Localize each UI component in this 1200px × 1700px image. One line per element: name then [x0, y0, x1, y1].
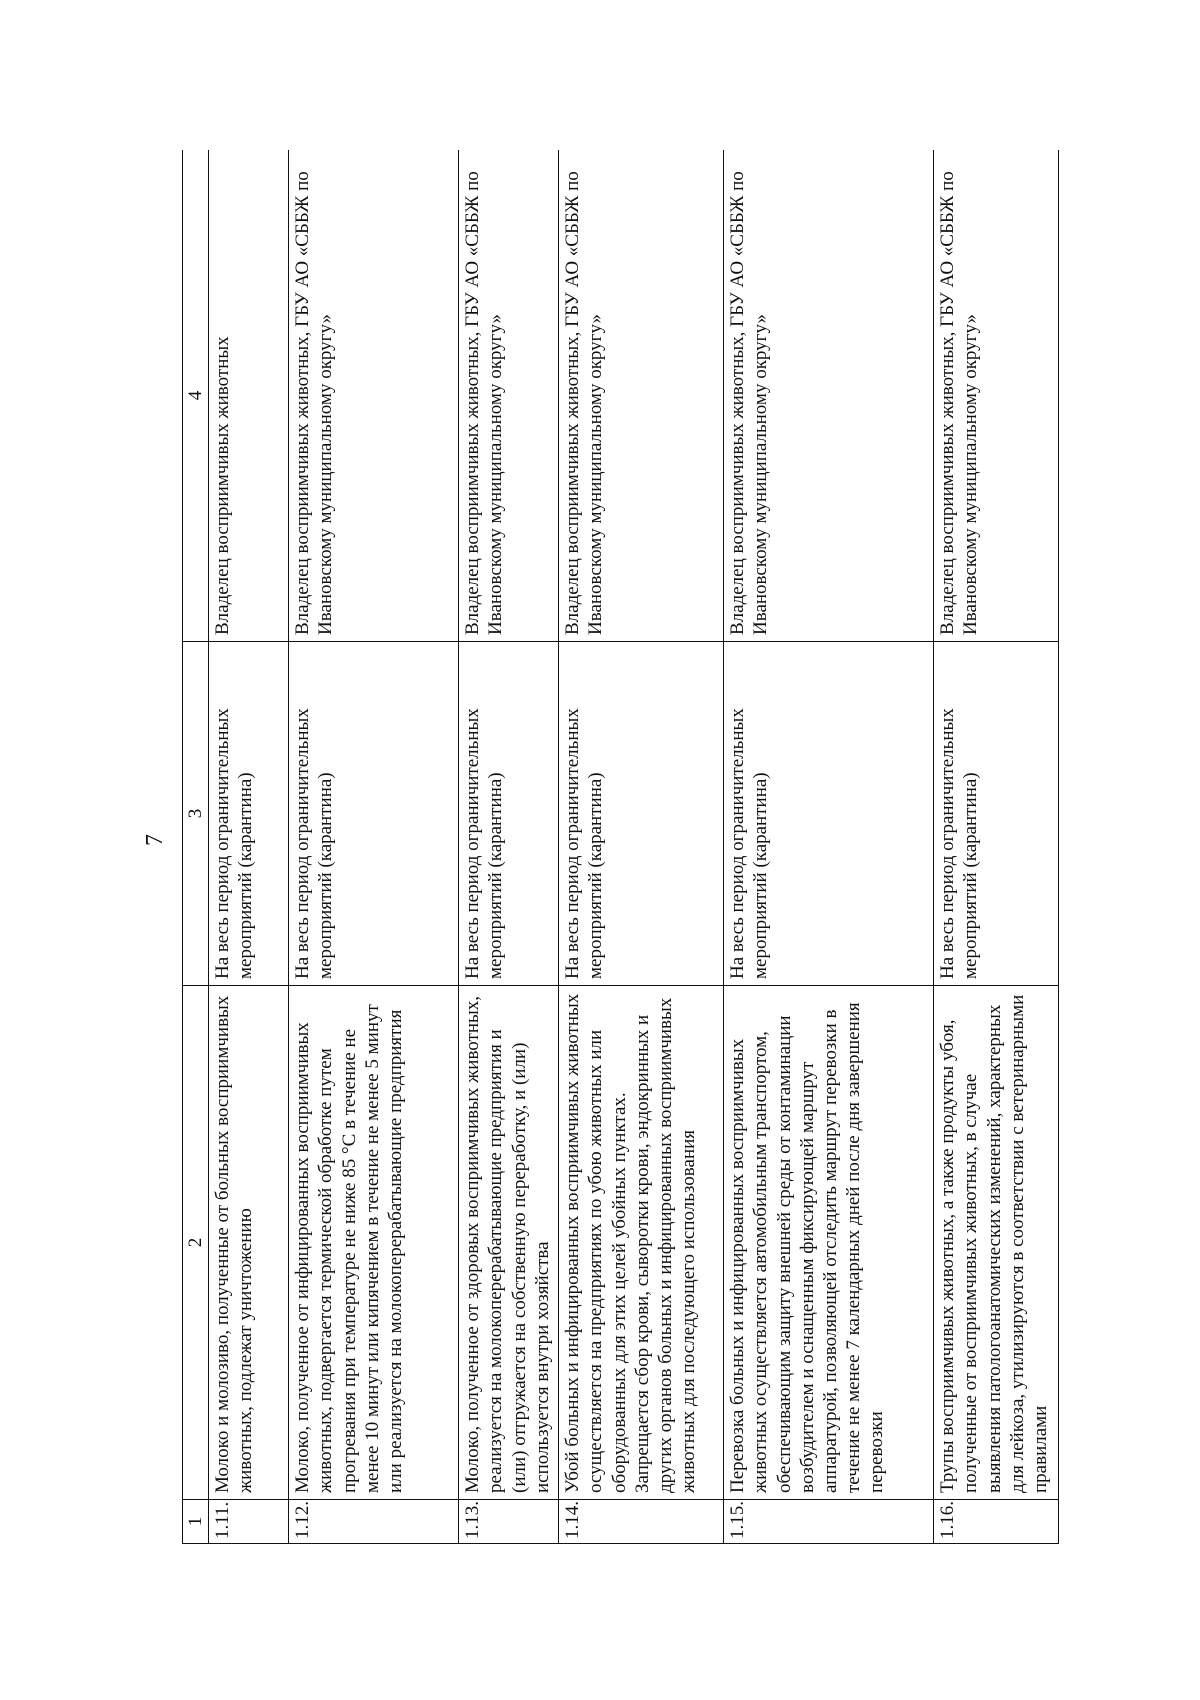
header-col-2: 2 — [183, 986, 209, 1500]
measure-text: Перевозка больных и инфицированных восприимчивых животных осуществляется автомобильным транспортом, обеспечивающим защиту внешней среды от контаминации возбудителем и оснащенным фиксирующей маршрут аппаратурой, позволяющей отследить маршрут перевозки в течение не менее 7 календарных дней после дня завершения перевозки — [724, 986, 934, 1500]
responsible-text: Владелец восприимчивых животных, ГБУ АО «СББЖ по Ивановскому муниципальному округу» — [559, 150, 724, 642]
header-col-1: 1 — [183, 1500, 209, 1544]
measure-text: Молоко, полученное от здоровых восприимчивых животных, реализуется на молокоперерабатывающие предприятия и (или) отгружается на собственную переработку, и (или) используется внутри хозяйства — [459, 986, 559, 1500]
measures-table — [182, 150, 1059, 1544]
period-text: На весь период ограничительных мероприятий (карантина) — [459, 642, 559, 986]
measure-text: Трупы восприимчивых животных, а также продукты убоя, полученные от восприимчивых животных, в случае выявления патологоанатомических изменений, характерных для лейкоза, утилизируются в соответствии с ветеринарными правилами — [934, 986, 1059, 1500]
period-text: На весь период ограничительных мероприятий (карантина) — [934, 642, 1059, 986]
period-text: На весь период ограничительных мероприятий (карантина) — [209, 642, 289, 986]
responsible-text: Владелец восприимчивых животных, ГБУ АО «СББЖ по Ивановскому муниципальному округу» — [289, 150, 459, 642]
row-number: 1.12. — [289, 1500, 459, 1544]
row-number: 1.13. — [459, 1500, 559, 1544]
table-container — [182, 150, 1064, 1544]
period-text: На весь период ограничительных мероприятий (карантина) — [559, 642, 724, 986]
header-col-3: 3 — [183, 642, 209, 986]
rotated-table-layer — [182, 150, 1064, 1544]
measure-text: Молоко, полученное от инфицированных восприимчивых животных, подвергается термической обработке путем прогревания при температуре не ниже 85 °С в течение не менее 10 минут или кипячением в течение не менее 5 минут или реализуется на молокоперерабатывающие предприятия — [289, 986, 459, 1500]
measure-text: Убой больных и инфицированных восприимчивых животных осуществляется на предприятиях по убою животных или оборудованных для этих целей убойных пунктах. Запрещается сбор крови, сыворотки крови, эндокринных и других органов больных и инфицированных восприимчивых животных для последующего использования — [559, 986, 724, 1500]
responsible-text: Владелец восприимчивых животных — [209, 150, 289, 642]
period-text: На весь период ограничительных мероприятий (карантина) — [724, 642, 934, 986]
period-text: На весь период ограничительных мероприятий (карантина) — [289, 642, 459, 986]
page-number: 7 — [142, 834, 168, 846]
table-row — [209, 150, 289, 1544]
row-number: 1.14. — [559, 1500, 724, 1544]
row-number: 1.15. — [724, 1500, 934, 1544]
table-row — [289, 150, 459, 1544]
table-header-row — [183, 150, 209, 1544]
row-number: 1.16. — [934, 1500, 1059, 1544]
row-number: 1.11. — [209, 1500, 289, 1544]
header-col-4: 4 — [183, 150, 209, 642]
table-row — [459, 150, 559, 1544]
table-row — [559, 150, 724, 1544]
measure-text: Молоко и молозиво, полученные от больных восприимчивых животных, подлежат уничтожению — [209, 986, 289, 1500]
responsible-text: Владелец восприимчивых животных, ГБУ АО «СББЖ по Ивановскому муниципальному округу» — [724, 150, 934, 642]
table-row — [934, 150, 1059, 1544]
table-row — [724, 150, 934, 1544]
responsible-text: Владелец восприимчивых животных, ГБУ АО «СББЖ по Ивановскому муниципальному округу» — [459, 150, 559, 642]
responsible-text: Владелец восприимчивых животных, ГБУ АО «СББЖ по Ивановскому муниципальному округу» — [934, 150, 1059, 642]
